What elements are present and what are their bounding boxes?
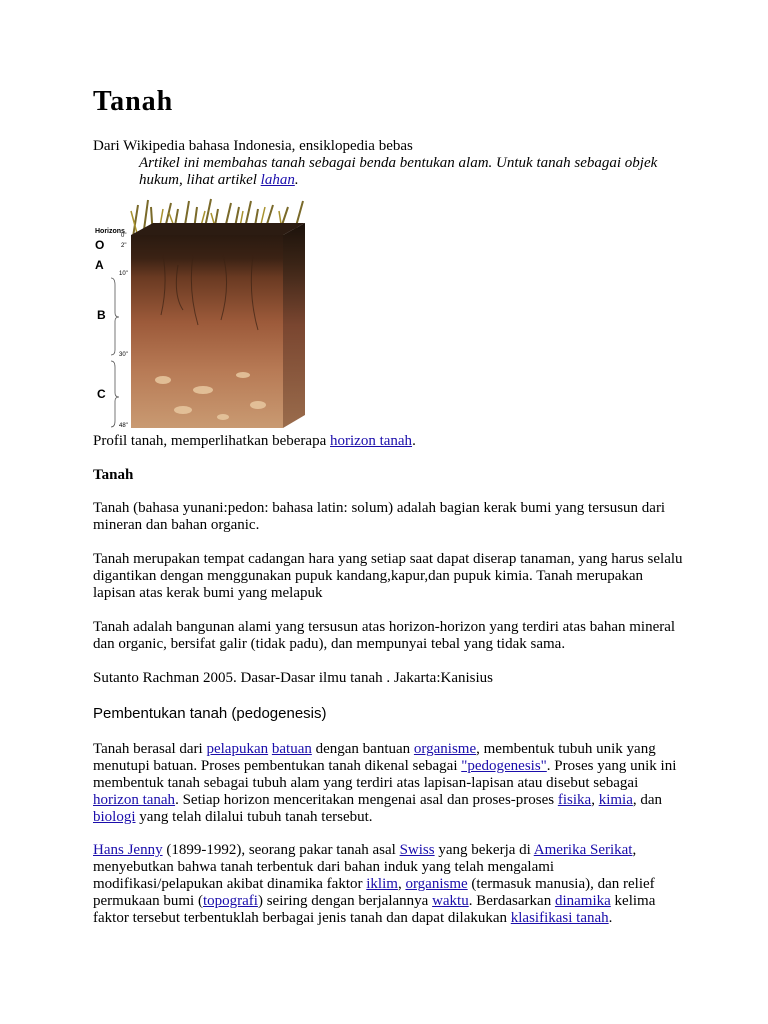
depth-48: 48" — [119, 423, 128, 429]
link-hans-jenny[interactable]: Hans Jenny — [93, 842, 163, 858]
link-iklim[interactable]: iklim — [366, 876, 398, 892]
link-pelapukan[interactable]: pelapukan — [206, 741, 269, 757]
paragraph-5: Tanah berasal dari pelapukan batuan dengan bantuan organisme, membentuk tubuh unik yang menutupi batuan. Proses pembentukan tanah dikenal sebagai "pedogenesis". Proses yang unik ini membentuk tanah sebagai tubuh alam yang terdiri atas lapisan-lapisan atau disebut sebagai horizon tanah. Setiap horizon menceritakan mengenai asal dan proses-proses fisika, kimia, dan biologi yang telah dilalui tubuh tanah tersebut. — [93, 741, 677, 825]
link-lahan[interactable]: lahan — [260, 172, 295, 188]
paragraph-3: Tanah adalah bangunan alami yang tersusun atas horizon-horizon yang terdiri atas bahan mineral dan organic, bersifat galir (tidak padu), dan mempunyai tebal yang tidak sama. — [93, 619, 676, 652]
link-dinamika[interactable]: dinamika — [554, 893, 611, 909]
link-biologi[interactable]: biologi — [93, 809, 136, 825]
horizon-o-label: O — [95, 238, 105, 252]
section-label: Tanah — [93, 467, 134, 483]
horizons-label: Horizons — [95, 228, 125, 235]
hatnote — [139, 155, 659, 189]
caption-text: Profil tanah, memperlihatkan beberapa — [93, 433, 330, 449]
link-organisme-2[interactable]: organisme — [405, 876, 468, 892]
paragraph-4: Sutanto Rachman 2005. Dasar-Dasar ilmu tanah . Jakarta:Kanisius — [93, 670, 494, 686]
link-swiss[interactable]: Swiss — [399, 842, 435, 858]
horizon-b-label: B — [97, 308, 106, 322]
link-batuan[interactable]: batuan — [271, 741, 312, 757]
link-kimia[interactable]: kimia — [598, 792, 633, 808]
link-topografi[interactable]: topografi — [202, 893, 258, 909]
link-amerika-serikat[interactable]: Amerika Serikat — [533, 842, 633, 858]
link-pedogenesis[interactable]: "pedogenesis" — [461, 758, 547, 774]
horizon-c-label: C — [97, 387, 106, 401]
link-klasifikasi-tanah[interactable]: klasifikasi tanah — [510, 910, 609, 926]
hatnote-text: Artikel ini membahas tanah sebagai benda bentukan alam. Untuk tanah sebagai objek hukum, lihat artikel — [139, 155, 658, 188]
hatnote-end: . — [294, 172, 299, 188]
horizon-a-label: A — [95, 258, 104, 272]
link-horizon-tanah-2[interactable]: horizon tanah — [93, 792, 176, 808]
paragraph-6: Hans Jenny (1899-1992), seorang pakar tanah asal Swiss yang bekerja di Amerika Serikat, menyebutkan bahwa tanah terbentuk dari bahan induk yang telah mengalami modifikasi/pelapukan akibat dinamika faktor iklim, organisme (termasuk manusia), dan relief permukaan bumi (topografi) seiring dengan berjalannya waktu. Berdasarkan dinamika kelima faktor tersebut terbentuklah berbagai jenis tanah dan dapat dilakukan klasifikasi tanah. — [93, 842, 656, 926]
link-horizon-tanah[interactable]: horizon tanah — [330, 433, 413, 449]
link-organisme[interactable]: organisme — [413, 741, 477, 757]
depth-2: 2" — [121, 243, 127, 249]
section-heading-pembentukan: Pembentukan tanah (pedogenesis) — [93, 705, 327, 722]
page-title: Tanah — [93, 86, 174, 117]
depth-10: 10" — [119, 271, 128, 277]
depth-30: 30" — [119, 352, 128, 358]
figure-caption — [93, 433, 683, 450]
depth-0: 0" — [121, 233, 127, 239]
link-fisika[interactable]: fisika — [557, 792, 592, 808]
paragraph-2: Tanah merupakan tempat cadangan hara yang setiap saat dapat diserap tanaman, yang harus selalu digantikan dengan menggunakan pupuk kandang,kapur,dan pupuk kimia. Tanah merupakan lapisan atas kerak bumi yang melapuk — [93, 551, 683, 601]
link-waktu[interactable]: waktu — [432, 893, 469, 909]
soil-block-front — [131, 235, 283, 428]
source-line: Dari Wikipedia bahasa Indonesia, ensiklopedia bebas — [93, 138, 413, 154]
paragraph-1: Tanah (bahasa yunani:pedon: bahasa latin: solum) adalah bagian kerak bumi yang tersusun dari mineran dan bahan organic. — [93, 500, 666, 533]
soil-profile-image — [93, 195, 308, 431]
caption-end: . — [412, 433, 416, 449]
